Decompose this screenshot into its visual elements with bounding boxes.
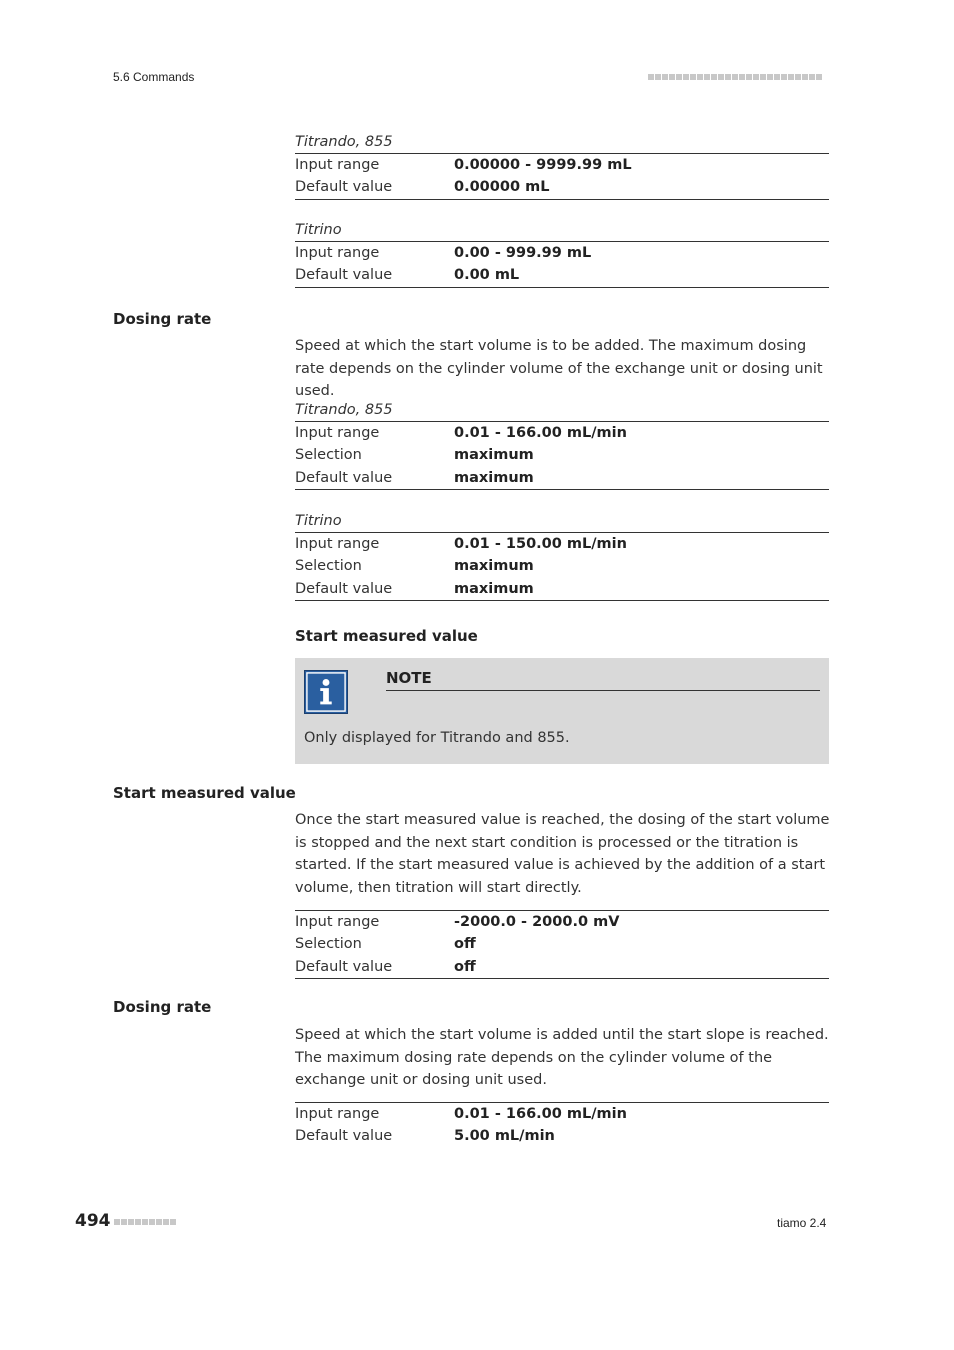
heading-dosing-rate: Dosing rate — [113, 310, 212, 328]
note-title: NOTE — [386, 668, 820, 691]
table-row: Default value 0.00 mL — [295, 267, 520, 284]
table-caption: Titrando, 855 — [295, 131, 829, 154]
header-decoration — [648, 74, 822, 80]
footer-decoration — [114, 1219, 176, 1225]
dosing-rate-2-description: Speed at which the start volume is added until the start slope is reached. The maximum dosing rate depends on the cylinder volume of the exchange unit or dosing unit used. — [295, 1027, 829, 1088]
table-row: Input range 0.01 - 166.00 mL/min — [295, 425, 627, 442]
table-row: Input range 0.00000 - 9999.99 mL — [295, 157, 632, 174]
subheading-start-measured-value: Start measured value — [295, 627, 478, 645]
table-row: Default value 5.00 mL/min — [295, 1128, 555, 1145]
dosing-rate-description: Speed at which the start volume is to be added. The maximum dosing rate depends on the cylinder volume of the exchange unit or dosing unit used. — [295, 338, 823, 399]
table-row: Selection maximum — [295, 447, 534, 464]
heading-start-measured-value: Start measured value — [113, 784, 296, 802]
table-row: Selection maximum — [295, 558, 534, 575]
table-row: Input range 0.01 - 150.00 mL/min — [295, 536, 627, 553]
info-icon — [304, 670, 348, 714]
start-measured-value-description: Once the start measured value is reached, the dosing of the start volume is stopped and the next start condition is processed or the titration is started. If the start measured value is achieved by the addition of a start volume, then titration will start directly. — [295, 812, 830, 896]
param-table-dosing-rate-2 — [295, 1102, 829, 1148]
table-caption: Titrino — [295, 510, 829, 533]
table-row: Default value 0.00000 mL — [295, 179, 550, 196]
param-table-titrando-start-volume — [295, 131, 829, 200]
param-table-titrino-dosing-rate — [295, 510, 829, 601]
heading-dosing-rate-2: Dosing rate — [113, 998, 212, 1016]
param-table-start-measured-value — [295, 910, 829, 979]
table-row: Input range -2000.0 - 2000.0 mV — [295, 914, 620, 931]
table-row: Input range 0.00 - 999.99 mL — [295, 245, 592, 262]
table-row: Default value maximum — [295, 469, 534, 486]
footer-product: tiamo 2.4 — [777, 1216, 827, 1230]
page-number: 494 — [75, 1211, 111, 1231]
param-table-titrino-start-volume — [295, 219, 829, 288]
param-table-titrando-dosing-rate — [295, 399, 829, 490]
table-caption: Titrando, 855 — [295, 399, 829, 422]
table-row: Selection off — [295, 936, 476, 953]
table-row: Default value maximum — [295, 580, 534, 597]
table-row: Input range 0.01 - 166.00 mL/min — [295, 1106, 627, 1123]
note-box — [295, 658, 829, 764]
note-text: Only displayed for Titrando and 855. — [304, 730, 570, 746]
table-row: Default value off — [295, 958, 476, 975]
running-header-section: 5.6 Commands — [113, 70, 195, 84]
table-caption: Titrino — [295, 219, 829, 242]
